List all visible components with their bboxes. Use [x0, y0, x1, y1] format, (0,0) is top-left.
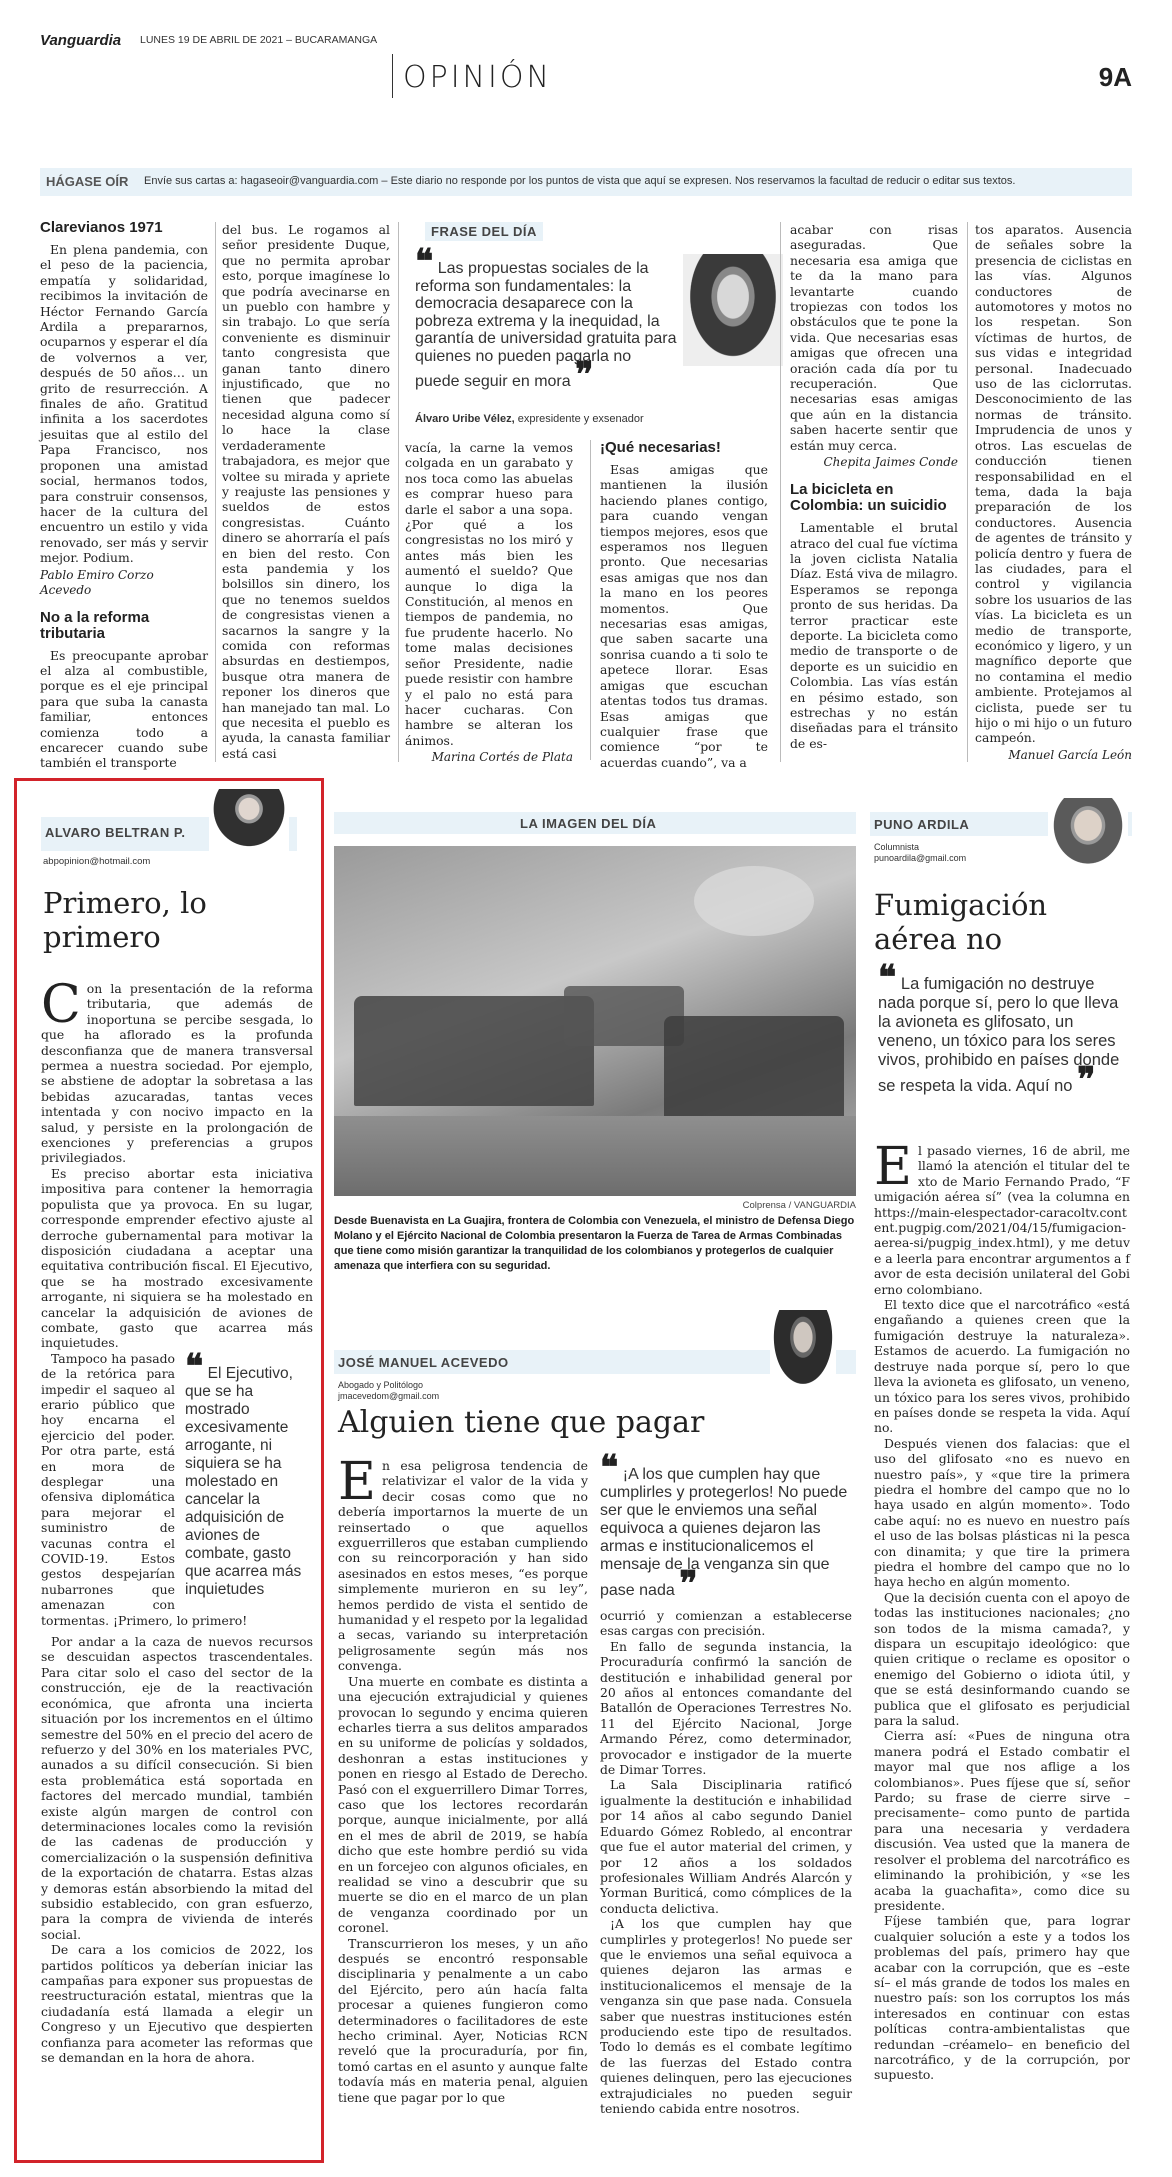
beltran-photo [209, 789, 289, 851]
ardila-photo [1048, 798, 1128, 870]
open-quote-icon: ❝ [600, 1448, 619, 1488]
letter-body: Es preocupante aprobar el alza al combustible, porque es el eje principal para que suba la canasta familiar, entonces comienza todo a encarecer cuando sube también el transporte [40, 647, 208, 771]
pull-quote: ❝ La fumigación no destruye nada porque sí, pero lo que lleva la avioneta es glifosato, un veneno, un tóxico para los seres vivos, prohibido en países donde se respeta la vida. Aquí no ❞ [878, 958, 1120, 1100]
pull-quote: ❝ ¡A los que cumplen hay que cumplirles y protegerlos! No puede ser que le enviemos una señal equivoca a quienes dejaron las armas e institucionalicemos el mensaje de la venganza sin que pase nada ❞ [600, 1448, 848, 1604]
letter-body: Esas amigas que mantienen la ilusión haciendo planes contigo, para cuando vengan tiempos mejores, esos que esperamos nos lleguen pronto. Que necesarias esas amigas que nos dan la mano en los peores momentos. Que necesarias esas amigas, que saben sacarte una sonrisa cuando a ti solo te apetece llorar. Esas amigas que escuchan atentas todos tus dramas. Esas amigas que cualquier frase que comience “por te acuerdas cuando”, va a [600, 462, 768, 770]
letter-heading: La bicicleta en Colombia: un suicidio [790, 481, 947, 515]
letter-signature: Marina Cortés de Plata [431, 750, 573, 765]
article-body: Por andar a la caza de nuevos recursos se descuidan aspectos trascendentales. Para citar solo el caso del sector de la construcción, eje de la reactivación económica, que afronta una incierta situación por los incrementos en el último semestre del 50% en el precio del acero de refuerzo y del 30% en los materiales PVC, aunados a su difícil consecución. Si bien esta problemática está soportada en factores del mercado mundial, también existe algún margen de control con determinaciones locales como la revisión de las cadenas de producción y comercialización o la suspensión definitiva de la exportación de chatarra. Estas alzas y demoras están absorbiendo la mitad del subsidio establecido, con gran esfuerzo, para la compra de vivienda de interés social. [41, 1634, 313, 1942]
article-body: Una muerte en combate es distinta a una ejecución extrajudicial y quienes provocan lo segundo y encima quieren echarles tierra a sus delitos amparados en su uniforme de policías y soldados, deshonran a estas instituciones y ponen en riesgo al Estado de Derecho. Pasó con el exguerrillero Dimar Torres, caso que los lectores recordarán porque, aunque inicialmente, por allá en el mes de abril de 2019, se había dicho que este hombre perdió su vida en un forcejeo con algunos oficiales, en realidad se vino a descubrir que su muerte se dio en el marco de un plan de venganza coordinado por un coronel. [338, 1673, 588, 1936]
article-body: on la presentación de la reforma tributaria, que además de inoportuna se percibe sesgada, lo que ha aflorado es la profunda desconfianza que de manera transversal permea a nuestra sociedad. Por ejemplo, se abstiene de adoptar la sobretasa a las bebidas azucaradas, tantas veces intentada y con nocivo impacto en la salud, y persiste en la prolongación de exenciones y preferencias a grupos privilegiados. [41, 981, 313, 1166]
beltran-column [14, 778, 324, 2163]
acevedo-photo [770, 1310, 836, 1390]
article-body: Cierra así: «Pues de ninguna otra manera podrá el Estado combatir el mayor mal que nos aflige a los colombianos». Pues fíjese que sí, señor Pardo; su frase de cierre sirve –precisamente– como punto de partida para una necesaria y verdadera discusión. Vea usted que la manera de resolver el problema del narcotráfico es eliminando la prohibición, y «se les acaba la guachafita», como dice su presidente. [874, 1728, 1130, 1913]
frase-role: expresidente y exsenador [517, 413, 644, 425]
section-title: OPINIÓN [403, 60, 552, 95]
letters-col-1 [40, 220, 208, 771]
article-body: Que la decisión cuenta con el apoyo de todas las instituciones nacionales; ¿no son todos de la misma camada?, y dispara un escupitajo ideológico: que quien critique o reclame es opositor o enemigo del Gobierno o idiota útil, y que se está desinformando cuando se publica que el glifosato es perjudicial para la salud. [874, 1589, 1130, 1729]
frase-del-dia [405, 218, 788, 433]
article-body: De cara a los comicios de 2022, los partidos políticos ya deberían iniciar las campañas para exponer sus propuestas de reestructuración estatal, mientras que la ciudadanía está llamada a elegir un Congreso y un Ejecutivo que despierten confianza para acometer las reformas que se demandan en la hora de ahora. [41, 1942, 313, 2066]
open-quote-icon: ❝ [878, 958, 897, 998]
ardila-title: Fumigación aérea no [874, 888, 1048, 956]
letter-body: Lamentable el brutal atraco del cual fue víctima la joven ciclista Natalia Díaz. Está viva de milagro. Esperamos se reponga pronto de sus heridas. Da terror practicar este deporte. La bicicleta como medio de transporte o de deporte es un suicidio en Colombia. Las vías están en pésimo estado, son estrechas y no están diseñadas para el tránsito de es- [790, 520, 958, 751]
acevedo-email: jmacevedom@gmail.com [338, 1391, 440, 1401]
uribe-photo [683, 254, 783, 366]
drop-cap: E [338, 1452, 376, 1512]
drop-cap: C [41, 975, 81, 1035]
dateline: LUNES 19 DE ABRIL DE 2021 – BUCARAMANGA [140, 34, 378, 46]
hagase-text: Envíe sus cartas a: hagaseoir@vanguardia.com – Este diario no responde por los puntos de vista que aquí se expresen. Nos reservamos la facultad de reducir o editar sus textos. [144, 175, 1016, 187]
letter-body: vacía, la carne la vemos colgada en un garabato y nos toca como las abuelas es comprar hueso para darle el sabor a una sopa. ¿Por qué a los congresistas no los miró y antes más bien les aumentó el sueldo? Que aunque lo diga la Constitución, al menos en tiempos de pandemia, no fue prudente hacerlo. No tome malas decisiones señor Presidente, nadie puede resistir con hambre y el palo no está para hacer cucharas. Con hambre se alteran los ánimos. [405, 440, 573, 748]
letter-heading: ¡Qué necesarias! [600, 439, 721, 456]
hagase-label: HÁGASE OÍR [46, 174, 129, 189]
article-body: n esa peligrosa tendencia de relativizar el valor de la vida y decir cosas como que no debería importarnos la muerte de un reinsertado o que aquellos exguerrilleros que estaban cumpliendo con su reincorporación y han sido asesinados en estos meses, “es porque simplemente murieron en su ley”, hemos perdido de vista el sentido de humanidad y el respeto por la legalidad a secas, variando su interpretación peligrosamente según más nos convenga. [338, 1458, 588, 1674]
letter-body: acabar con risas aseguradas. Que necesaria esa amiga que te da la mano para levantarte cuando tropiezas con todos los obstáculos que te pone la vida. Que necesarias esas amigas que ofrecen una oración cada día por tu recuperación. Que necesarias esas amigas que aún en la distancia saben hacerte sentir que están muy cerca. [790, 222, 958, 453]
ardila-email: punoardila@gmail.com [874, 853, 967, 863]
brand-logo: Vanguardia [40, 32, 122, 49]
ardila-name: PUNO ARDILA [874, 817, 970, 832]
article-body: Tampoco ha pasado de la retórica para impedir el saqueo al erario público que hoy encarna el ejercicio del poder. Por otra parte, está en mora de desplegar una ofensiva diplomática para mejorar el suministro de vacunas contra el COVID-19. Estos gestos despejarían nubarrones que amenazan con tormentas. ¡Primero, lo primero! [41, 1350, 248, 1628]
letter-body: En plena pandemia, con el peso de la paciencia, empatía y solidaridad, recibimos la invitación de Héctor Fernando García Ardila a prepararnos, ocuparnos y esperar el día de volvernos a ver, después de 50 años… un grito de resurrección. A finales de año. Gratitud infinita a los sacerdotes jesuitas que al estilo del Papa Francisco, nos proponen una amistad social, hermanos todos, para construir consensos, hacer de la cultura del encuentro un estilo y vida renovado, ser más y servir mejor. Podium. [40, 242, 208, 566]
open-quote-icon: ❝ [185, 1346, 204, 1387]
article-body: ¡A los que cumplen hay que cumplirles y protegerlos! No puede ser que le enviemos una señal equivoca a quienes dejaron las armas e institucionalicemos el mensaje de la venganza sin que pase nada. Consuela saber que nuestras instituciones estén produciendo este tipo de resultados. Todo lo demás es el combate legítimo de las fuerzas del Estado contra quienes delinquen, pero las ejecuciones extrajudiciales no pueden seguir teniendo cabida entre nosotros. [600, 1916, 852, 2116]
article-body: El texto dice que el narcotráfico «está engañando a quienes creen que la fumigación destruye la naturaleza». Estamos de acuerdo. La fumigación no destruye nada porque sí, pero lo que lleva la avioneta es glifosato, un veneno, un tóxico para los seres vivos, prohibido en países donde se respeta la vida. Aquí no. [874, 1297, 1130, 1436]
acevedo-role: Abogado y Politólogo [338, 1380, 424, 1390]
close-quote-icon: ❞ [679, 1564, 698, 1604]
close-quote-icon: ❞ [1077, 1060, 1096, 1100]
article-body: ocurrió y comienzan a establecerse esas cargas con precisión. [600, 1608, 852, 1639]
article-body: l pasado viernes, 16 de abril, me llamó la atención el titular del texto de Mario Fernando Prado, “Fumigación aérea sí” (vea la columna en https://main-elespectador-caracoltv.content.pugpig.com/2021/04/15/fumigacion-aerea-si/pugpig_index.html), y me detuve a leerla para encontrar argumentos a favor de esta decisión unilateral del Gobierno colombiano. [874, 1143, 1130, 1297]
letters-col-6 [975, 222, 1132, 763]
article-body: Es preciso abortar esta iniciativa impositiva para contener la hemorragia populista que ya provoca. En su lugar, corresponde emprender efectivo ajuste al derroche gubernamental para motivar la disposición ciudadana a aceptar una equitativa contribución fiscal. El Ejecutivo, que se ha mostrado excesivamente arrogante, ni siquiera se ha molestado en cancelar la adquisición de aviones de combate, gasto que acarrea más inquietudes. [41, 1165, 313, 1351]
letters-col-4 [600, 440, 768, 770]
imagen-del-dia [334, 812, 856, 1312]
letters-col-2 [222, 222, 390, 761]
article-body: Después vienen dos falacias: que el uso del glifosato «no es nuevo en nuestro país», y «que tire la primera piedra el hombre del campo que no lo haya usado en algún momento». Todo cabe aquí: no es nuevo en nuestro país el uso de las bolsas plásticas ni la pesca con dinamita; y que tire la primera piedra el hombre del campo que no lo haya hecho en algún momento. [874, 1435, 1130, 1590]
letter-signature: Manuel García León [1008, 747, 1132, 762]
beltran-email: abpopinion@hotmail.com [43, 856, 151, 867]
masthead [40, 26, 1132, 106]
open-quote-icon: ❝ [415, 242, 434, 282]
hagase-bar [40, 168, 1132, 196]
ardila-role: Columnista [874, 842, 920, 852]
close-quote-icon: ❞ [575, 355, 594, 395]
article-body: Transcurrieron los meses, y un año después se encontró responsable disciplinaria y penalmente a un cabo del Ejército, pero aún hacía falta procesar a quienes fungieron como determinadores o facilitadores de este hecho criminal. Ayer, Noticias RCN reveló que la procuraduría, por fin, tomó cartas en el asunto y aunque falte todavía más en materia penal, alguien tiene que pagar por lo que [338, 1935, 588, 2105]
letter-body: tos aparatos. Ausencia de señales sobre la presencia de ciclistas en las vías. Algunos conductores de automotores y motos no los respetan. Son víctimas de hurtos, de sus vidas e integridad personal. Inadecuado uso de las ciclorrutas. Desconocimiento de las normas de tránsito. Imprudencia de unos y otros. Las escuelas de conducción tienen responsabilidad en el tema, dada la baja preparación de los conductores. Ausencia de agentes de tránsito y policía dentro y fuera de las ciudades, para el control y vigilancia sobre los usuarios de las vías. La bicicleta es un medio de transporte, económico y ligero, y un magnífico deporte que no contamina el medio ambiente. Protejamos al ciclista, puede ser tu hijo o mi hijo o un futuro campeón. [975, 222, 1132, 746]
frase-quote: ❝ Las propuestas sociales de la reforma son fundamentales: la democracia desaparece con la pobreza extrema y la inequidad, la garantía de universidad gratuita para quienes no pueden pagarla no puede seguir en mora ❞ [415, 242, 677, 395]
ardila-column [870, 798, 1132, 2163]
letter-signature: Pablo Emiro Corzo Acevedo [40, 567, 154, 597]
article-body: En fallo de segunda instancia, la Procuraduría confirmó la sanción de destitución e inhabilidad general por 20 años al entonces comandante del Batallón de Operaciones Terrestres No. 11 del Ejército Nacional, Jorge Armando Pérez, como determinador, provocador e instigador de la muerte de Dimar Torres. [600, 1638, 852, 1778]
acevedo-title: Alguien tiene que pagar [338, 1405, 705, 1440]
page-number: 9A [1098, 62, 1132, 92]
letters-col-5 [790, 222, 958, 751]
beltran-title: Primero, lo primero [43, 886, 207, 954]
letters-col-3 [405, 440, 573, 765]
pull-quote: ❝ El Ejecutivo, que se ha mostrado excesivamente arrogante, ni siquiera se ha molestado en cancelar la adquisición de aviones de combate, gasto que acarrea más inquietudes [185, 1346, 302, 1598]
frase-author: Álvaro Uribe Vélez, [415, 413, 515, 425]
article-body: Fíjese también que, para lograr cualquier solución a este y a todos los problemas del país, primero hay que acabar con la corrupción, que es –este sí– el más grande de todos los males en nuestro país: son los corruptos los más interesados en continuar con estas políticas contra-ambientalistas que redundan –créamelo– en beneficio del narcotráfico, y de la corrupción, por supuesto. [874, 1913, 1130, 2083]
letter-heading: No a la reforma tributaria [40, 608, 150, 642]
military-photo [334, 846, 856, 1196]
beltran-name: ALVARO BELTRAN P. [45, 825, 186, 840]
photo-credit: Colprensa / VANGUARDIA [742, 1200, 856, 1211]
frase-label: FRASE DEL DÍA [425, 222, 543, 241]
acevedo-column [334, 1310, 856, 2165]
imagen-label: LA IMAGEN DEL DÍA [520, 816, 657, 831]
letter-body: del bus. Le rogamos al señor presidente Duque, que no permita aprobar esto, porque imagínese lo que podría avecinarse en un pueblo con hambre y sin trabajo. Lo que sería conveniente es disminuir tanto congresista que ganan tanto dinero injustificado, que no tienen que padecer necesidad alguna como sí lo hace la clase verdaderamente trabajadora, es mejor que voltee su mirada y apriete y reajuste las pensiones y sueldos de estos congresistas. Cuánto dinero se ahorraría el país en bien del resto. Con esta pandemia y los bolsillos sin dinero, los que no tenemos sueldos de congresistas vienen a sacarnos la sangre y la comida con reformas absurdas en destiempos, busque otra manera de reponer los dineros que han manejado tan mal. Lo que necesita el pueblo es ayuda, la canasta familiar está casi [222, 222, 390, 761]
letter-heading: Clarevianos 1971 [40, 219, 163, 236]
print-color-bar [40, 2168, 1132, 2174]
drop-cap: E [874, 1137, 912, 1197]
acevedo-name: JOSÉ MANUEL ACEVEDO [338, 1355, 509, 1370]
article-body: La Sala Disciplinaria ratificó igualmente la destitución e inhabilidad por 14 años al cabo segundo Daniel Eduardo Gómez Robledo, al encontrar que fue el autor material del crimen, y por 12 años a los soldados profesionales William Andrés Alarcón y Yorman Buriticá, como cómplices de la conducta delictiva. [600, 1777, 852, 1916]
letter-signature: Chepita Jaimes Conde [823, 455, 958, 470]
photo-caption: Desde Buenavista en La Guajira, frontera de Colombia con Venezuela, el ministro de Defensa Diego Molano y el Ejército Nacional de Colombia presentaron la Fuerza de Tarea de Armas Combinadas que tiene como misión garantizar la tranquilidad de los colombianos y protegerlos de cualquier amenaza que interfiera con su seguridad. [334, 1215, 855, 1272]
